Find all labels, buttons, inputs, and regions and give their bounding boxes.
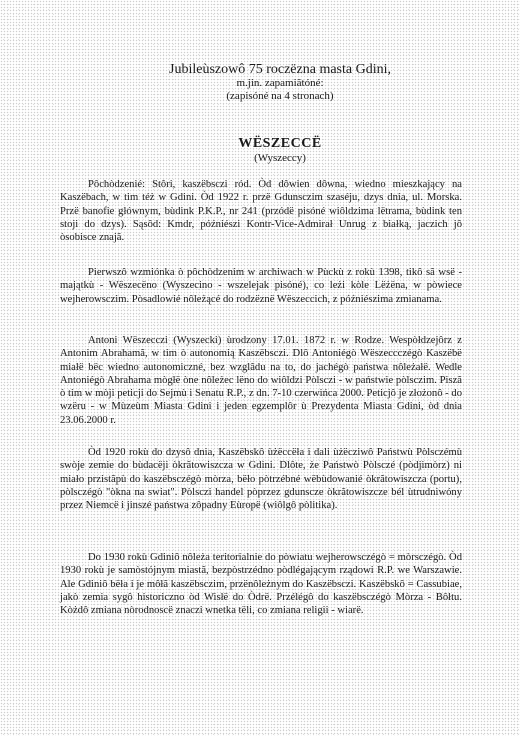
paragraph-antoni: Antoni Wëszecczi (Wyszecki) ùrodzony 17.01. 1872 r. w Rodze. Wespòłdzejôrz z Antonim Abrahamã, w tim ò autonomią Kaszëbsczi. Dlô Antoniégò Wëszeccczégò Kaszëbë miałë bëc wiedno autonomiczné, bez wzglãdu na to, do jachégò państwa nôleżałë. Wedle Antoniégò Abrahama mògłë òne nôleżec lëno do wiôldzi Pòlsczi - w państwie pòlsczim. Piszã ò tim w mòji peticji do Sejmù i Senatu R.P., z dn. 7-10 czerwińca 2000. Peticjô je złożonô - do wzëru - w Mùzeùm Miasta Gdini i jeden egzemplôr ù Prezydenta Miasta Gdini, òd dnia 23.06.2000 r. bbox=[60, 335, 462, 426]
paragraph-origin: Pôchòdzenié: Stôri, kaszëbsczi ród. Òd dôwien dôwna, wiedno mieszkający na Kaszëbach, w tim téż w Gdini. Òd 1922 r. przë Gdunsczim szaséju, dzys dnia, ul. Morska. Przë banofie głównym, bùdink P.K.P., nr 241 (przódë pisóné wiôldzima lëtrama, bùdink ten stoji do dzys). Sąsôd: Kmdr, późniészi Kontr-Vice-Admirał Unrug z białką, jaczich jô òsobisce znajã. bbox=[60, 179, 462, 244]
title-block bbox=[150, 136, 410, 165]
paragraph-1930: Do 1930 rokù Gdiniô nôleża teritorialnie do pòwiatu wejherowsczégò = mòrsczégò. Òd 1930 rokù je samòstójnym miastã, bezpòstrzédno pòdlégającym rządowi R.P. we Warszawie. Ale Gdiniô bëła i je môłã kaszëbsczim, przënôleżnym do Kaszëbsczi. Kaszëbskô = Cassubiae, jakò zemia sygô historiczno òd Wisłë do Òdrë. Przélégô do kaszëbsczégò Mòrza - Bôłtu. Kòżdô zmiana nòrodnoscë znaczi wnetka tëli, co zmiana religii - wiarë. bbox=[60, 552, 462, 617]
header-line-3: (zapisóné na 4 stronach) bbox=[226, 90, 334, 102]
header-line-2: m.jin. zapamiãtóné: bbox=[236, 77, 324, 89]
document-title: WËSZECCË bbox=[238, 136, 322, 151]
document-header bbox=[150, 62, 410, 103]
document-subtitle: (Wyszeccy) bbox=[254, 152, 306, 164]
header-line-1: Jubileùszowô 75 roczëzna masta Gdini, bbox=[169, 62, 391, 77]
paragraph-1920: Òd 1920 rokù do dzysô dnia, Kaszëbskô ùżëccëła i dali ùżëcziwô Państwù Pòlsczémù swòje zemie do bùdacëji òkrãtowiszcza w Gdini. Dlôte, że Państwò Pòlsczé (pòdjimòrz) ni miało przistãpù do kaszëbsczégò mòrza, bëło pòtrzébné wëbùdowanié òkrãtowiszcza (portu), pòlsczégò "òkna na swiat". Pòlsczi handel pòprzez gdunscze òkrãtowiszcze bél ùtrudniwóny przez Niemcë i jinszé państwa zôpadny Eùropë (wiôlgô pòlitika). bbox=[60, 447, 462, 512]
paragraph-first-mention: Pierwszô wzmiónka ò pôchòdzenim w archiwach w Pùckù z rokù 1398, tikô sã wsë - majątkù - Wëszecëno (Wyszecino - wszelejak pisóné), co leżi kòle Lëżëna, w pòwiece wejherowsczim. Pòsadlowié nôleżącé do rodzëznë Wëszeccich, z późniészima zmianama. bbox=[60, 267, 462, 305]
